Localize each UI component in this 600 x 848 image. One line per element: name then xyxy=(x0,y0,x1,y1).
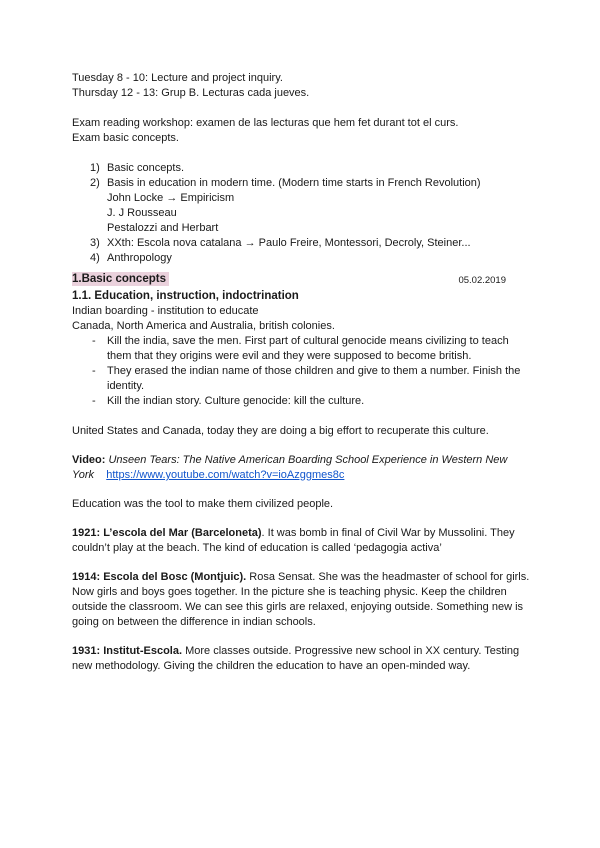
body-line: Canada, North America and Australia, british colonies. xyxy=(72,320,335,332)
body-paragraph: Education was the tool to make them civilized people. xyxy=(72,498,334,510)
outline-item: 3) XXth: Escola nova catalana → Paulo Freire, Montessori, Decroly, Steiner... xyxy=(90,237,471,249)
paragraph-1914 xyxy=(72,570,532,630)
outline-subitem: Pestalozzi and Herbart xyxy=(107,222,219,234)
paragraph-1931-title: 1931: Institut-Escola. xyxy=(72,645,183,657)
bullet-item: - Kill the india, save the men. First part of cultural genocide means civilizing to teach them that they origins were evil and they were supposed to become british. xyxy=(72,334,532,364)
video-link[interactable]: https://www.youtube.com/watch?v=ioAzggmes8c xyxy=(106,469,345,481)
outline-item: 2) Basis in education in modern time. (Modern time starts in French Revolution) xyxy=(90,177,481,189)
video-title: Unseen Tears: The Native American Boarding School Experience in Western New York xyxy=(72,454,508,481)
outline-subitem: J. J Rousseau xyxy=(107,207,177,219)
bullet-list xyxy=(72,334,532,409)
paragraph-1921-title: 1921: L’escola del Mar (Barceloneta) xyxy=(72,527,262,539)
video-paragraph xyxy=(72,453,532,483)
paragraph-1931 xyxy=(72,644,532,674)
paragraph-1931-text: More classes outside. Progressive new school in XX century. Testing new methodology. Giving the children the education to have an open-minded way. xyxy=(72,645,520,672)
outline-subitem: John Locke → Empiricism xyxy=(107,192,235,204)
paragraph-1921-text: . It was bomb in final of Civil War by Mussolini. They couldn’t play at the beach. The kind of education is called ‘pedagogia activa’ xyxy=(72,527,515,554)
bullet-item: - They erased the indian name of those children and give to them a number. Finish the identity. xyxy=(72,364,532,394)
schedule-line-2: Thursday 12 - 13: Grup B. Lecturas cada jueves. xyxy=(72,87,310,99)
body-line: Indian boarding - institution to educate xyxy=(72,305,259,317)
document-page xyxy=(72,71,532,688)
section-title: 1.Basic concepts xyxy=(72,272,169,286)
paragraph-1914-text: Rosa Sensat. She was the headmaster of school for girls. Now girls and boys goes together. In the picture she is teaching physic. Keep the children outside the classroom. We can see this girls are relaxed, enjoying outside. Something new is going on between the difference in indian schools. xyxy=(72,571,530,628)
course-outline xyxy=(72,161,532,266)
subsection-title: 1.1. Education, instruction, indoctrination xyxy=(72,290,299,302)
outline-item: 1) Basic concepts. xyxy=(90,162,185,174)
exam-line-2: Exam basic concepts. xyxy=(72,132,179,144)
section-heading-row xyxy=(72,272,532,289)
schedule-line-1: Tuesday 8 - 10: Lecture and project inquiry. xyxy=(72,72,283,84)
exam-line-1: Exam reading workshop: examen de las lecturas que hem fet durant tot el curs. xyxy=(72,117,459,129)
bullet-item: - Kill the indian story. Culture genocide: kill the culture. xyxy=(72,394,532,409)
paragraph-1914-title: 1914: Escola del Bosc (Montjuic). xyxy=(72,571,247,583)
body-paragraph: United States and Canada, today they are doing a big effort to recuperate this culture. xyxy=(72,425,489,437)
video-label: Video: xyxy=(72,454,106,466)
outline-item: 4) Anthropology xyxy=(90,252,172,264)
section-date: 05.02.2019 xyxy=(458,275,506,286)
paragraph-1921 xyxy=(72,526,532,556)
